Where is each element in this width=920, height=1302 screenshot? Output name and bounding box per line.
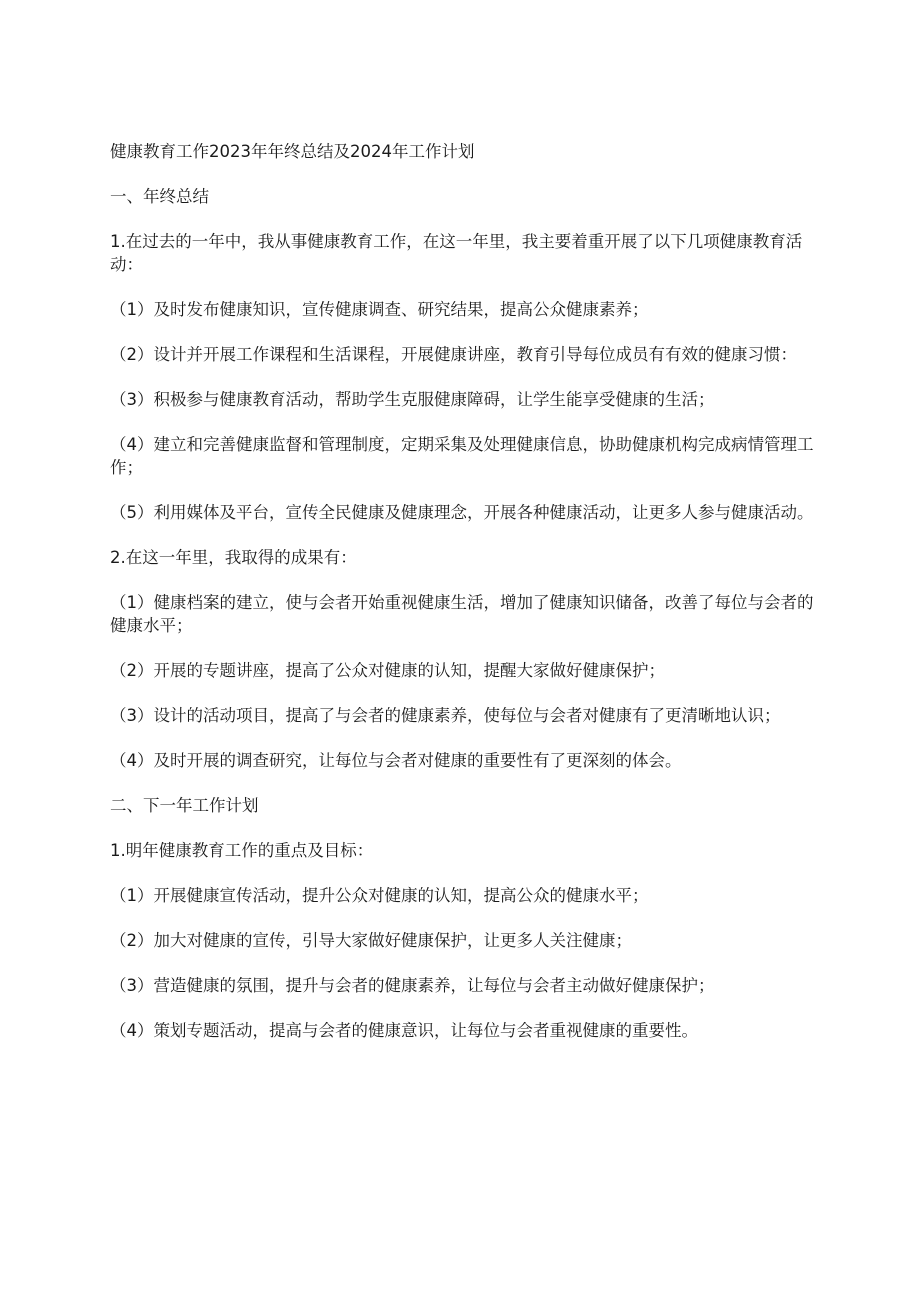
list-item: （5）利用媒体及平台，宣传全民健康及健康理念，开展各种健康活动，让更多人参与健康活动。 xyxy=(110,503,814,522)
list-item: （4）策划专题活动，提高与会者的健康意识，让每位与会者重视健康的重要性。 xyxy=(110,1021,698,1040)
list-item: （1）及时发布健康知识，宣传健康调查、研究结果，提高公众健康素养； xyxy=(110,300,649,319)
section-heading-plan: 二、下一年工作计划 xyxy=(110,796,259,815)
list-item: （1）开展健康宣传活动，提升公众对健康的认知，提高公众的健康水平； xyxy=(110,886,649,905)
list-item: （4）及时开展的调查研究，让每位与会者对健康的重要性有了更深刻的体会。 xyxy=(110,751,682,770)
summary-achievements-intro: 2.在这一年里，我取得的成果有： xyxy=(110,548,357,567)
list-item: （2）加大对健康的宣传，引导大家做好健康保护，让更多人关注健康； xyxy=(110,931,632,950)
document-title: 健康教育工作2023年年终总结及2024年工作计划 xyxy=(110,142,475,161)
list-item: （2）设计并开展工作课程和生活课程，开展健康讲座，教育引导每位成员有有效的健康习惯： xyxy=(110,345,797,364)
section-heading-summary: 一、年终总结 xyxy=(110,187,209,206)
list-item: （1）健康档案的建立，使与会者开始重视健康生活，增加了健康知识储备，改善了每位与会者的健康水平； xyxy=(110,593,814,635)
document-body xyxy=(110,140,820,1064)
plan-goals-intro: 1.明年健康教育工作的重点及目标： xyxy=(110,841,374,860)
summary-activities-intro: 1.在过去的一年中，我从事健康教育工作，在这一年里，我主要着重开展了以下几项健康教育活动： xyxy=(110,232,803,274)
list-item: （2）开展的专题讲座，提高了公众对健康的认知，提醒大家做好健康保护； xyxy=(110,661,665,680)
list-item: （4）建立和完善健康监督和管理制度，定期采集及处理健康信息，协助健康机构完成病情管理工作； xyxy=(110,435,814,477)
list-item: （3）积极参与健康教育活动，帮助学生克服健康障碍，让学生能享受健康的生活； xyxy=(110,390,715,409)
list-item: （3）营造健康的氛围，提升与会者的健康素养，让每位与会者主动做好健康保护； xyxy=(110,976,715,995)
list-item: （3）设计的活动项目，提高了与会者的健康素养，使每位与会者对健康有了更清晰地认识； xyxy=(110,706,781,725)
